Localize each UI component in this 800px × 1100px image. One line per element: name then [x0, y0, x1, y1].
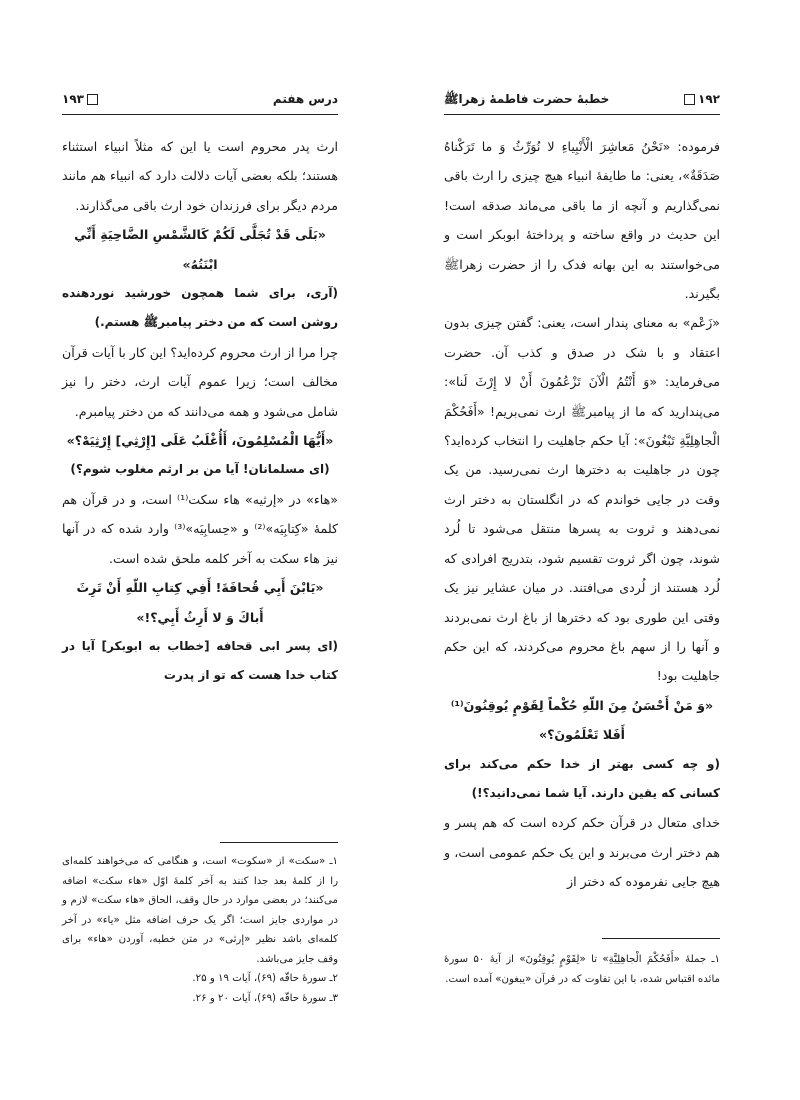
- page-body: [444, 132, 720, 897]
- right-page: [400, 0, 800, 1100]
- translation: (آری، برای شما همچون خورشید نوردهنده روشن است که من دختر پیامبرﷺ هستم.): [62, 286, 338, 330]
- footnote-rule: [220, 842, 338, 843]
- page-body: [62, 132, 338, 691]
- arabic-verse: «بَلَى قَدْ تُجَلَّى لَكُمْ كَالشَّمْسِ الضَّاحِيَةِ أَنِّي ابْنَتُهُ»: [74, 227, 326, 272]
- footnote: ۱ـ «سکت» از «سکوت» است، و هنگامی که می‌خواهند کلمه‌ای را از کلمهٔ بعد جدا کنند به آخر کلمهٔ اوّل «هاء سکت» اضافه می‌کنند؛ در بعضی موارد در حال وقف، الحاق «هاء سکت» لازم و در مواردی جایز است؛ اگر یک حرف اضافه مثل «یاء» در آخر کلمه‌ای باشد نظیر «إرثی» در متن خطبه، آوردن «هاء» برای وقف جایز می‌باشد.: [62, 856, 338, 965]
- translation: (ای مسلمانان! آیا من بر ارثم مغلوب شوم؟): [70, 462, 330, 477]
- square-icon: [684, 94, 695, 105]
- page-header: [62, 82, 338, 116]
- arabic-verse: «يَابْنَ أَبِي قُحافَةَ! أَفِي كِتابِ اللّهِ أَنْ تَرِثَ أَباكَ وَ لا أَرِثُ أَبِي؟!»: [76, 580, 324, 625]
- arabic-verse: «وَ مَنْ أَحْسَنُ مِنَ اللّهِ حُكْماً لِقَوْمٍ يُوقِنُونَ⁽¹⁾ أَفَلا تَعْلَمُونَ؟»: [450, 697, 714, 743]
- running-title: خطبهٔ حضرت فاطمهٔ زهراﷺ: [444, 92, 610, 106]
- page-header: [444, 82, 720, 116]
- paragraph: خدای متعال در قرآن حکم کرده است که هم پسر و هم دختر ارث می‌برند و این یک حکم عمومی است، و هیچ جایی نفرموده که دختر از: [444, 815, 720, 890]
- paragraph: چرا مرا از ارث محروم کرده‌اید؟ این کار با آیات قرآن مخالف است؛ زیرا عموم آیات ارث، دختر را نیز شامل می‌شود و همه می‌دانند که من دختر پیامبرم.: [62, 344, 338, 419]
- header-rule: [444, 114, 720, 115]
- paragraph: «هاء» در «إرثيه» هاء سكت⁽¹⁾ است، و در قرآن هم كلمهٔ «كِتابِيَه»⁽²⁾ و «حِسابِيَه»⁽³⁾ وارد شده كه در آنها نيز هاء سكت به آخر كلمه ملحق شده است.: [62, 491, 338, 566]
- arabic-verse: «أَيُّهَا الْمُسْلِمُونَ، أَأُغْلَبُ عَلَى [إِرْثِي] إِرْثِيَهْ؟»: [66, 433, 334, 449]
- translation: (ای پسر ابی قحافه [خطاب به ابوبکر] آیا در کتاب خدا هست که تو از پدرت: [62, 638, 338, 683]
- footnote: ۲ـ سورهٔ حاقّه (۶۹)، آیات ۱۹ و ۲۵.: [192, 973, 338, 984]
- footnotes: [62, 852, 338, 1008]
- paragraph: «زَعْم» به معنای پندار است، یعنی: گفتن چیزی بدون اعتقاد و با شک در صدق و کذب آن. حضرت می‌فرماید: «وَ أَنْتُمُ الْآنَ تَزْعُمُونَ أَنْ لا إِرْثَ لَنا»: می‌پندارید که ما از پیامبرﷺ ارث نمی‌بریم! «أَفَحُكْمَ الْجاهِلِيَّةِ تَبْغُونَ»: آیا حکم جاهلیت را انتخاب کرده‌اید؟ چون در جاهلیت به دخترها ارث نمی‌رسید. من یک وقت در جایی خواندم که در انگلستان به دختر ارث نمی‌دهند و ثروت به پسرها منتقل می‌شود تا لُرد شوند، چون اگر ثروت تقسیم شود، بتدریج افرادی که لُرد هستند از لُردی می‌افتند. در میان عشایر نیز یک وقتی این طوری بود که دخترها از باغ ارث نمی‌بردند و آنها را از سهم باغ محروم می‌کردند، که این حکم جاهلیت بود!: [444, 315, 720, 684]
- paragraph: فرموده: «نَحْنُ مَعاشِرَ الْأَنْبِياءِ لا نُوَرِّثُ وَ ما تَرَكْناهُ صَدَقَةٌ»، یعنی: ما طایفهٔ انبیاء هیچ چیزی را ارث باقی نمی‌گذاریم و آنچه از ما باقی می‌ماند صدقه است! این حدیث در واقع ساخته و پرداختهٔ ابوبکر است و می‌خواستند به این بهانه فدک را از حضرت زهراﷺ بگیرند.: [444, 139, 720, 302]
- page-number: ۱۹۲: [681, 92, 720, 106]
- footnote: ۳ـ سورهٔ حاقّه (۶۹)، آیات ۲۰ و ۲۶.: [192, 992, 338, 1004]
- running-title: درس هفتم: [272, 92, 338, 106]
- translation: (و چه کسی بهتر از خدا حکم می‌کند برای کسانی که یقین دارند. آیا شما نمی‌دانید؟!): [444, 756, 720, 800]
- footnote: ۱ـ جملهٔ «أَفَحُكْمَ الْجاهِلِيَّةِ» تا «لِقَوْمٍ يُوقِنُونَ» از آیهٔ ۵۰ سورهٔ مائده اقتباس شده، با این تفاوت که در قرآن «یبغون» آمده است.: [444, 954, 721, 985]
- paragraph: ارث پدر محروم است یا این که مثلاً انبیاء استثناء هستند؛ بلکه بعضی آیات دلالت دارد که انبیاء هم مانند مردم دیگر برای فرزندان خود ارث باقی می‌گذارند.: [62, 139, 338, 213]
- square-icon: [87, 94, 98, 105]
- footnote-rule: [602, 938, 720, 939]
- page-number: ۱۹۳: [62, 92, 101, 106]
- footnotes: [444, 950, 720, 989]
- header-rule: [62, 114, 338, 115]
